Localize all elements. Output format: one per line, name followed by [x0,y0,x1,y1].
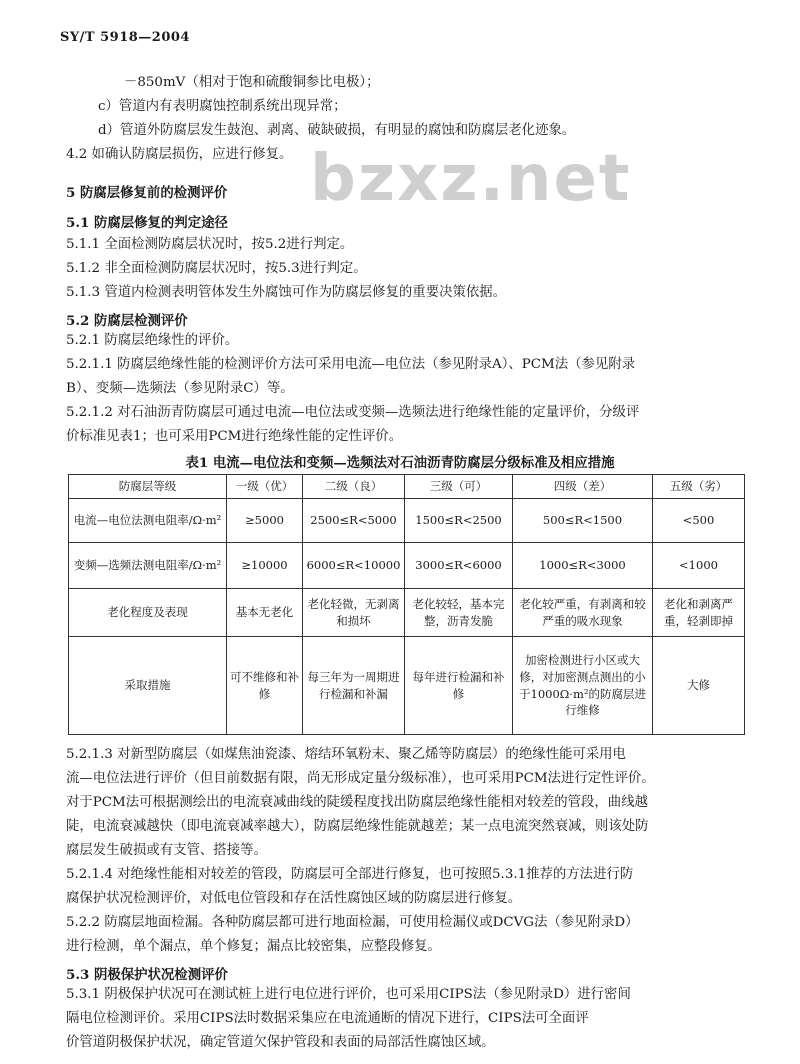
text-line: 腐层发生破损或有支管、搭接等。 [66,843,267,858]
clause-5-3-1: 5.3.1 阴极保护状况可在测试桩上进行电位进行评价，也可采用CIPS法（参见附录D）进行密间 [66,987,631,1002]
table-cell: 6000≤R<10000 [303,543,405,589]
table-cell: 采取措施 [69,637,227,735]
table-cell: 老化轻微，无剥离和损坏 [303,589,405,637]
text-line: －850mV（相对于饱和硫酸铜参比电极）； [124,75,380,90]
clause-5-1-1: 5.1.1 全面检测防腐层状况时，按5.2进行判定。 [66,237,354,252]
table-cell: 老化和剥离严重，轻剥即掉 [653,589,745,637]
section-5-1-title: 5.1 防腐层修复的判定途径 [66,215,228,231]
table-cell: 基本无老化 [227,589,303,637]
grading-table [68,474,745,735]
table-cell: 1000≤R<3000 [513,543,653,589]
table-cell: 变频—选频法测电阻率/Ω·m² [69,543,227,589]
section-5-2-title: 5.2 防腐层检测评价 [66,313,188,329]
text-line: d）管道外防腐层发生鼓泡、剥离、破缺破损，有明显的腐蚀和防腐层老化迹象。 [98,123,576,138]
text-line: c）管道内有表明腐蚀控制系统出现异常； [98,99,347,114]
table-cell: 2500≤R<5000 [303,499,405,543]
clause-5-2-2: 5.2.2 防腐层地面检漏。各种防腐层都可进行地面检漏，可使用检漏仪或DCVG法（参见附录D） [66,915,639,930]
clause-5-2-1-4: 5.2.1.4 对绝缘性能相对较差的管段，防腐层可全部进行修复，也可按照5.3.1推荐的方法进行防 [66,867,634,882]
clause-5-2-1-1: 5.2.1.1 防腐层绝缘性能的检测评价方法可采用电流—电位法（参见附录A）、PCM法（参见附录 [66,357,636,372]
clause-5-2-1-2-cont: 价标准见表1；也可采用PCM进行绝缘性能的定性评价。 [66,429,403,444]
clause-4-2: 4.2 如确认防腐层损伤，应进行修复。 [66,147,293,162]
table-header-cell: 防腐层等级 [69,475,227,499]
table-cell: 500≤R<1500 [513,499,653,543]
table-header-cell: 五级（劣） [653,475,745,499]
table-row [69,589,745,637]
table-cell: 加密检测进行小区或大修，对加密测点测出的小于1000Ω·m²的防腐层进行维修 [513,637,653,735]
standard-code: SY/T 5918—2004 [60,30,190,45]
clause-5-2-1-3: 5.2.1.3 对新型防腐层（如煤焦油瓷漆、熔结环氧粉末、聚乙烯等防腐层）的绝缘性能可采用电 [66,747,626,762]
table-cell: <500 [653,499,745,543]
text-line: 隔电位检测评价。采用CIPS法时数据采集应在电流通断的情况下进行，CIPS法可全面评 [66,1011,589,1026]
section-5-3-title: 5.3 阴极保护状况检测评价 [66,967,228,983]
clause-5-2-1-2: 5.2.1.2 对石油沥青防腐层可通过电流—电位法或变频—选频法进行绝缘性能的定量评价，分级评 [66,405,640,420]
clause-5-2-1-1-cont: B）、变频—选频法（参见附录C）等。 [66,381,294,396]
text-line: 价管道阴极保护状况，确定管道欠保护管段和表面的局部活性腐蚀区域。 [66,1035,495,1050]
section-5-title: 5 防腐层修复前的检测评价 [66,185,228,201]
table-cell: <1000 [653,543,745,589]
table-cell: 3000≤R<6000 [405,543,513,589]
text-line: 流—电位法进行评价（但目前数据有限，尚无形成定量分级标准），也可采用PCM法进行定性评价。 [66,771,655,786]
clause-5-1-3: 5.1.3 管道内检测表明管体发生外腐蚀可作为防腐层修复的重要决策依据。 [66,285,507,300]
watermark: bzxz.net [310,142,632,216]
table-caption: 表1 电流—电位法和变频—选频法对石油沥青防腐层分级标准及相应措施 [185,455,615,471]
clause-5-1-2: 5.1.2 非全面检测防腐层状况时，按5.3进行判定。 [66,261,367,276]
table-row [69,499,745,543]
table-cell: 大修 [653,637,745,735]
table-header-cell: 二级（良） [303,475,405,499]
table-row [69,543,745,589]
table-header-cell: 四级（差） [513,475,653,499]
table-cell: 每三年为一周期进行检漏和补漏 [303,637,405,735]
table-cell: 老化较轻，基本完整，沥青发脆 [405,589,513,637]
table-cell: 可不维修和补修 [227,637,303,735]
table-cell: ≥5000 [227,499,303,543]
table-header-row [69,475,745,499]
table-cell: ≥10000 [227,543,303,589]
table-cell: 电流—电位法测电阻率/Ω·m² [69,499,227,543]
table-cell: 老化程度及表现 [69,589,227,637]
table-header-cell: 三级（可） [405,475,513,499]
table-cell: 老化较严重，有剥离和较严重的吸水现象 [513,589,653,637]
table-cell: 1500≤R<2500 [405,499,513,543]
text-line: 对于PCM法可根据测绘出的电流衰减曲线的陡缓程度找出防腐层绝缘性能相对较差的管段，曲线越 [66,795,648,810]
text-line: 腐保护状况检测评价，对低电位管段和存在活性腐蚀区域的防腐层进行修复。 [66,891,522,906]
text-line: 进行检测，单个漏点，单个修复；漏点比较密集，应整段修复。 [66,939,441,954]
clause-5-2-1: 5.2.1 防腐层绝缘性的评价。 [66,333,239,348]
table-row [69,637,745,735]
table-cell: 每年进行检漏和补修 [405,637,513,735]
text-line: 陡，电流衰减越快（即电流衰减率越大），防腐层绝缘性能就越差；某一点电流突然衰减，则该处防 [66,819,649,834]
table-header-cell: 一级（优） [227,475,303,499]
